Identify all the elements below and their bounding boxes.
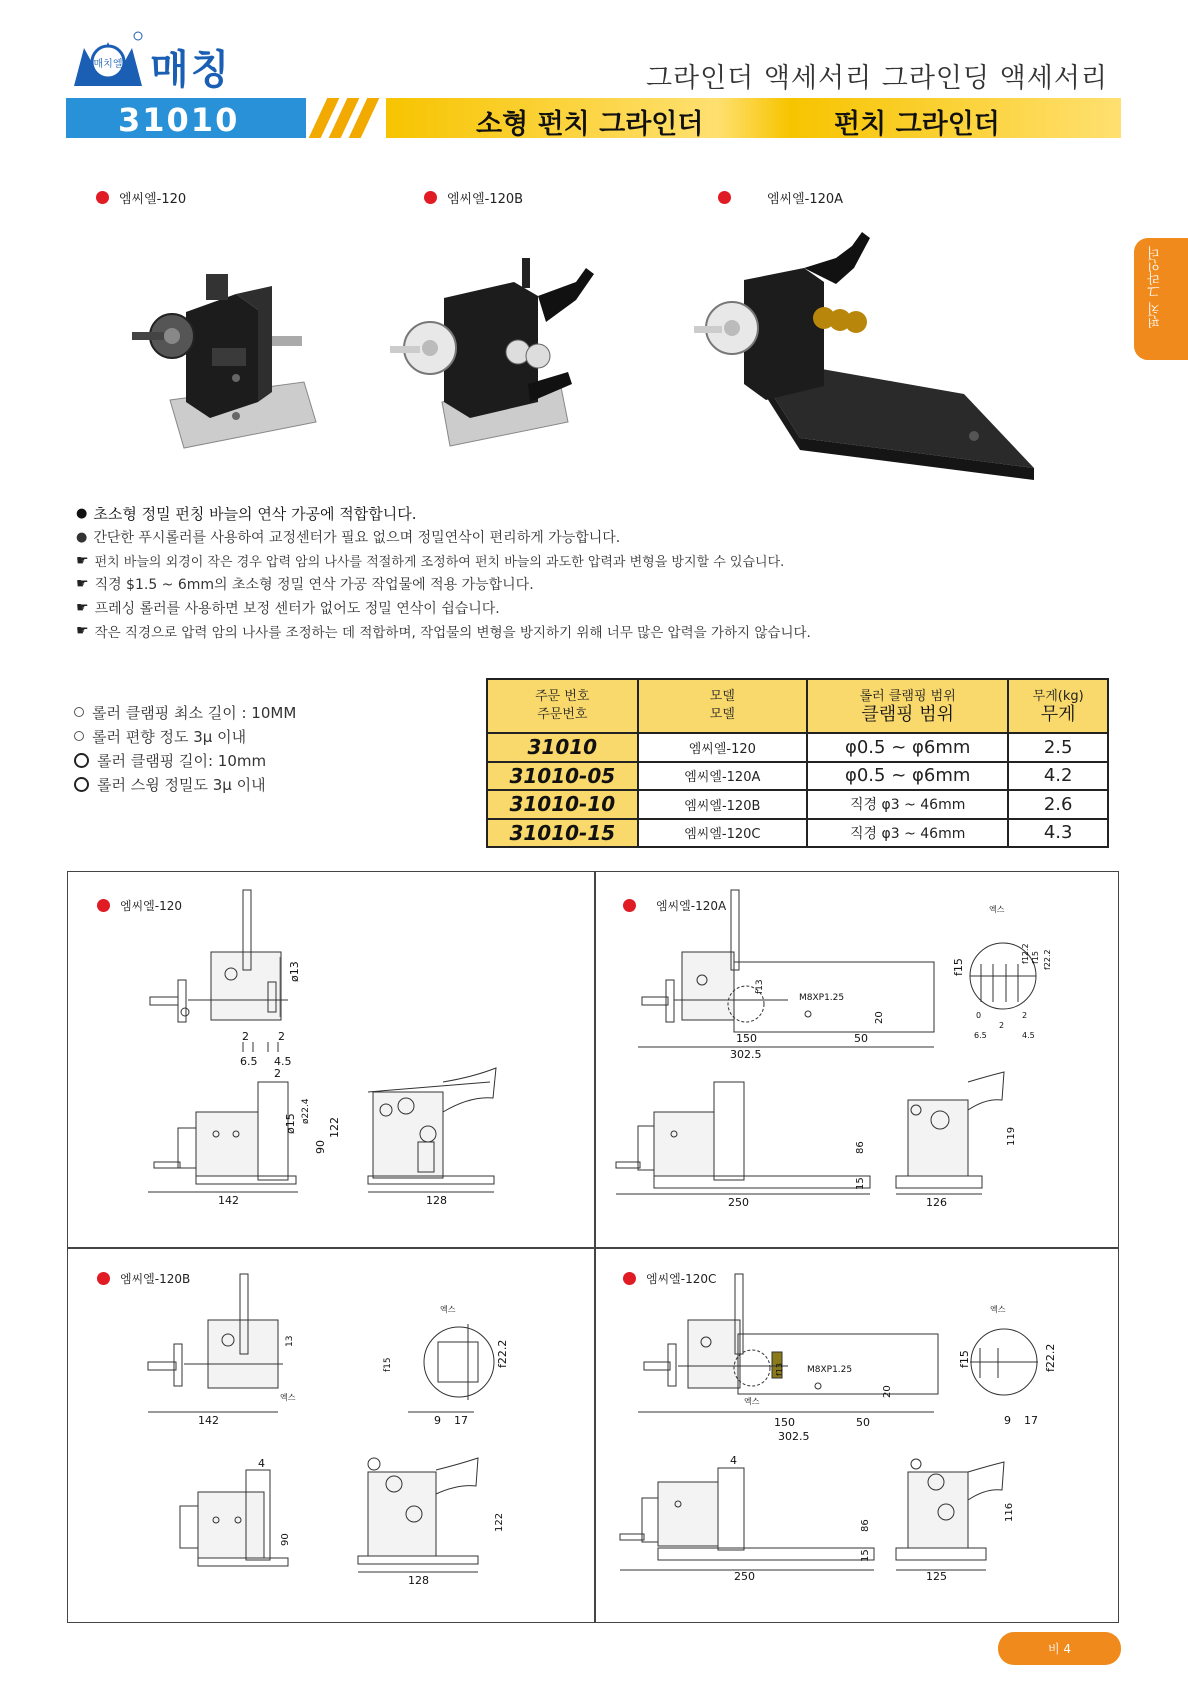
dim-label: 302.5 xyxy=(778,1430,810,1443)
category-title: 그라인더 액세서리 그라인딩 액세서리 xyxy=(645,63,1108,94)
list-item: 롤러 클램핑 길이: 10mm xyxy=(74,748,296,772)
pointing-hand-icon: ☛ xyxy=(76,552,89,569)
dim-label: 2 xyxy=(999,1021,1005,1030)
brand-name: 매칭 xyxy=(150,47,232,93)
table-row xyxy=(487,762,1108,791)
dim-label: 90 xyxy=(314,1140,327,1154)
dim-label: 엑스 xyxy=(990,1305,1006,1314)
spec-list xyxy=(74,700,296,796)
dim-label: 13 xyxy=(285,1335,295,1347)
drawing-120a-top-dims xyxy=(730,904,1052,1061)
dim-label: M8XP1.25 xyxy=(807,1365,853,1375)
dim-label: 엑스 xyxy=(440,1305,456,1314)
model-cell: 엠씨엘-120A xyxy=(638,762,807,791)
dim-label: f13 xyxy=(775,1363,784,1376)
dim-label: ø13 xyxy=(288,961,301,982)
circle-bullet-icon xyxy=(74,777,89,792)
drawing-label: 엠씨엘-120B xyxy=(97,1270,190,1287)
drawing-120c-front-dims xyxy=(730,1454,1015,1583)
dim-label: 0 xyxy=(976,1011,982,1020)
dim-label: f22.2 xyxy=(1044,1343,1057,1372)
range-cell: 직경 φ3 ~ 46mm xyxy=(807,819,1008,848)
dim-label: 2 xyxy=(242,1030,249,1043)
dim-label: 20 xyxy=(874,1011,885,1024)
dim-label: 엑스 xyxy=(280,1393,296,1402)
model-cell: 엠씨엘-120 xyxy=(638,733,807,762)
drawing-120a-front-dims xyxy=(728,1127,1017,1209)
title-band xyxy=(66,98,1121,138)
pointing-hand-icon: ☛ xyxy=(76,623,89,640)
dim-label: 250 xyxy=(734,1570,755,1583)
column-header: 무게(kg) 무게 xyxy=(1008,679,1108,733)
dim-label: 6.5 xyxy=(974,1031,987,1040)
dim-label: 2 xyxy=(278,1030,285,1043)
dim-label: 9 xyxy=(1004,1414,1011,1427)
circle-bullet-icon xyxy=(74,731,84,741)
range-cell: 직경 φ3 ~ 46mm xyxy=(807,790,1008,819)
dim-label: 4.5 xyxy=(274,1055,292,1068)
drawing-label: 엠씨엘-120A xyxy=(623,897,726,914)
product-photo-120 xyxy=(124,252,324,452)
dim-label: f15 xyxy=(952,958,965,976)
page-number: 비 4 xyxy=(1047,1642,1072,1656)
dim-label: M8XP1.25 xyxy=(799,993,845,1003)
drawing-label: 엠씨엘-120C xyxy=(623,1270,716,1287)
range-cell: φ0.5 ~ φ6mm xyxy=(807,762,1008,791)
drawing-120c-top-dims xyxy=(744,1304,1057,1443)
dim-label: 15 xyxy=(860,1549,871,1562)
order-code: 31010 xyxy=(487,733,638,762)
side-tab-label: 펀치 그라인더 xyxy=(1148,246,1163,329)
circle-bullet-icon xyxy=(74,753,89,768)
product-title: 소형 펀치 그라인더 xyxy=(476,109,704,140)
dim-label: ø15 xyxy=(284,1113,297,1134)
dim-label: 122 xyxy=(328,1117,341,1138)
drawing-120b-top xyxy=(148,1274,494,1412)
technical-drawings xyxy=(67,871,1119,1623)
dim-label: 엑스 xyxy=(989,905,1005,914)
red-dot-icon xyxy=(424,191,437,204)
dim-label: 150 xyxy=(736,1032,757,1045)
list-item: ☛ 직경 $1.5 ~ 6mm의 초소형 정밀 연삭 가공 작업물에 적용 가능합니다. xyxy=(76,576,534,594)
dim-label: 86 xyxy=(860,1519,871,1532)
drawing-120c-top xyxy=(638,1274,1038,1412)
order-code: 31010-15 xyxy=(487,819,638,848)
drawing-120a-front xyxy=(616,1072,1004,1194)
list-item: ☛ 펀치 바늘의 외경이 작은 경우 압력 암의 나사를 적절하게 조정하여 펀치 바늘의 과도한 압력과 변형을 방지할 수 있습니다. xyxy=(76,552,785,571)
drawing-120a-top xyxy=(638,890,1036,1047)
dim-label: 122 xyxy=(494,1512,505,1532)
dim-label: f15 xyxy=(383,1357,393,1372)
product-label: 엠씨엘-120 xyxy=(96,188,186,207)
dim-label: 6.5 xyxy=(240,1055,258,1068)
pointing-hand-icon: ☛ xyxy=(76,576,89,593)
weight-cell: 4.2 xyxy=(1008,762,1108,791)
column-header: 롤러 클램핑 범위 클램핑 범위 xyxy=(807,679,1008,733)
dim-label: 90 xyxy=(280,1533,291,1546)
dim-label: f13 xyxy=(755,979,765,994)
dim-label: f15 xyxy=(958,1350,971,1368)
side-category-tab[interactable] xyxy=(1134,238,1188,360)
product-photo-120b xyxy=(390,252,610,452)
red-dot-icon xyxy=(96,191,109,204)
weight-cell: 2.6 xyxy=(1008,790,1108,819)
dim-label: 9 xyxy=(434,1414,441,1427)
dim-label: 119 xyxy=(1006,1126,1017,1146)
list-item: ☛ 프레싱 롤러를 사용하면 보정 센터가 없어도 정밀 연삭이 쉽습니다. xyxy=(76,599,500,617)
feature-list xyxy=(76,502,976,643)
dim-label: 4.5 xyxy=(1022,1031,1035,1040)
list-item: ● 간단한 푸시롤러를 사용하여 교정센터가 필요 없으며 정밀연삭이 편리하게 가능합니다. xyxy=(76,529,621,547)
dim-label: 128 xyxy=(408,1574,429,1587)
dim-label: 150 xyxy=(774,1416,795,1429)
bullet-dot-icon: ● xyxy=(76,506,88,522)
drawing-canvas xyxy=(68,872,1120,1624)
table-row xyxy=(487,790,1108,819)
weight-cell: 4.3 xyxy=(1008,819,1108,848)
dim-label: 50 xyxy=(856,1416,870,1429)
drawing-120-top xyxy=(150,890,288,1052)
dim-label: f15 xyxy=(1031,951,1040,964)
table-row xyxy=(487,733,1108,762)
dim-label: 20 xyxy=(882,1385,893,1398)
drawing-120c-front xyxy=(620,1459,1004,1570)
dim-label: 126 xyxy=(926,1196,947,1209)
order-code: 31010-05 xyxy=(487,762,638,791)
product-photo-120a xyxy=(694,228,1034,498)
drawing-label: 엠씨엘-120 xyxy=(97,897,182,914)
dim-label: 50 xyxy=(854,1032,868,1045)
product-code: 31010 xyxy=(118,101,240,139)
product-title-2: 펀치 그라인더 xyxy=(834,109,1000,140)
model-cell: 엠씨엘-120C xyxy=(638,819,807,848)
drawing-120-front xyxy=(148,1068,496,1192)
brand-logo xyxy=(70,30,146,88)
order-table xyxy=(486,678,1109,848)
dim-label: 2 xyxy=(274,1067,281,1080)
dim-label: 86 xyxy=(855,1141,866,1154)
dim-label: ø22.4 xyxy=(301,1098,311,1124)
column-header: 주문 번호 주문번호 xyxy=(487,679,638,733)
dim-label: f22.2 xyxy=(496,1339,509,1368)
dim-label: 142 xyxy=(198,1414,219,1427)
dim-label: 302.5 xyxy=(730,1048,762,1061)
dim-label: 125 xyxy=(926,1570,947,1583)
dim-label: 4 xyxy=(730,1454,737,1467)
list-item: 롤러 클램핑 최소 길이 : 10MM xyxy=(74,700,296,724)
dim-label: 엑스 xyxy=(744,1397,760,1406)
red-dot-icon xyxy=(718,191,731,204)
order-code: 31010-10 xyxy=(487,790,638,819)
model-cell: 엠씨엘-120B xyxy=(638,790,807,819)
dim-label: 17 xyxy=(1024,1414,1038,1427)
pointing-hand-icon: ☛ xyxy=(76,599,89,616)
list-item: ● 초소형 정밀 펀칭 바늘의 연삭 가공에 적합합니다. xyxy=(76,505,417,524)
table-row xyxy=(487,819,1108,848)
dim-label: 116 xyxy=(1004,1502,1015,1522)
svg-text:매치엘: 매치엘 xyxy=(93,59,123,70)
dim-label: 15 xyxy=(855,1177,866,1190)
column-header: 모델 모델 xyxy=(638,679,807,733)
bullet-dot-icon: ● xyxy=(76,529,88,545)
dim-label: 2 xyxy=(1022,1011,1028,1020)
page-number-tab xyxy=(998,1632,1121,1665)
dim-label: f22.2 xyxy=(1043,949,1052,970)
dim-label: f12.2 xyxy=(1021,943,1030,964)
dim-label: 128 xyxy=(426,1194,447,1207)
circle-bullet-icon xyxy=(74,707,84,717)
list-item: 롤러 편향 정도 3μ 이내 xyxy=(74,724,296,748)
product-label: 엠씨엘-120B xyxy=(424,188,523,207)
drawing-120b-front xyxy=(180,1458,478,1572)
dim-label: 17 xyxy=(454,1414,468,1427)
list-item: 롤러 스윙 정밀도 3μ 이내 xyxy=(74,772,296,796)
table-header-row xyxy=(487,679,1108,733)
product-label: 엠씨엘-120A xyxy=(718,188,843,207)
dim-label: 142 xyxy=(218,1194,239,1207)
weight-cell: 2.5 xyxy=(1008,733,1108,762)
range-cell: φ0.5 ~ φ6mm xyxy=(807,733,1008,762)
dim-label: 250 xyxy=(728,1196,749,1209)
list-item: ☛ 작은 직경으로 압력 암의 나사를 조정하는 데 적합하며, 작업물의 변형을 방지하기 위해 너무 많은 압력을 가하지 않습니다. xyxy=(76,623,811,642)
dim-label: 4 xyxy=(258,1457,265,1470)
